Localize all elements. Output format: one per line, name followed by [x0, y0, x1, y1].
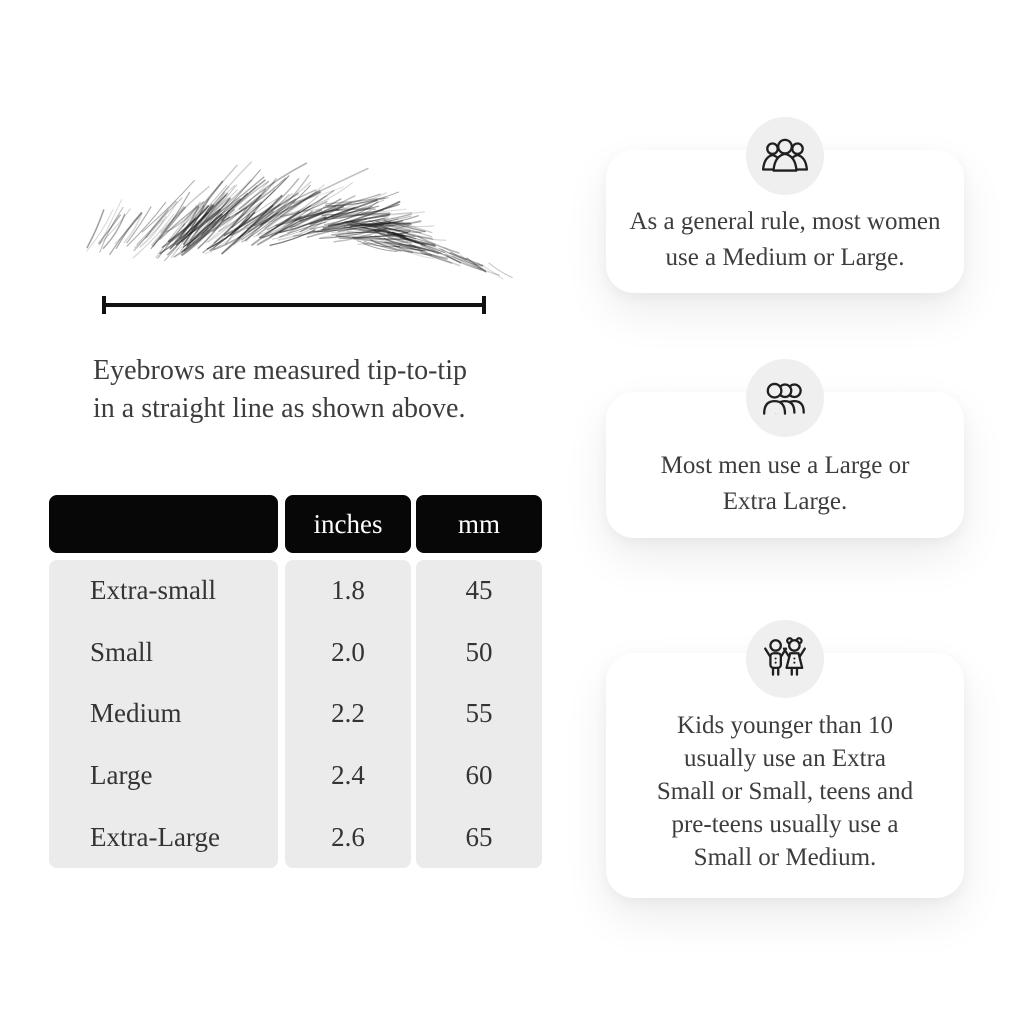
card-text-line: Small or Medium.	[693, 844, 877, 871]
measurement-line	[102, 296, 486, 314]
table-row	[49, 806, 542, 868]
card-text-line: pre-teens usually use a	[671, 811, 899, 838]
mm-value: 55	[465, 698, 493, 729]
women-group-icon	[760, 135, 810, 177]
inches-value: 2.6	[331, 821, 365, 852]
mm-value: 65	[465, 821, 493, 852]
card-text-line: usually use an Extra	[683, 745, 887, 772]
table-header-size-column	[49, 495, 278, 553]
card-text-line: Most men use a Large or	[660, 452, 910, 479]
size-label: Small	[90, 636, 154, 667]
size-table-rows	[49, 560, 542, 868]
table-row	[49, 560, 542, 622]
inches-value: 2.4	[331, 760, 365, 791]
icon-circle	[746, 117, 824, 195]
info-card-men	[606, 392, 964, 538]
info-card-women	[606, 150, 964, 293]
card-text-line: As a general rule, most women	[629, 208, 941, 235]
card-text-line: use a Medium or Large.	[665, 244, 905, 271]
figure-caption	[93, 352, 523, 428]
card-text-line: Kids younger than 10	[677, 712, 893, 739]
table-row	[49, 745, 542, 807]
table-row	[49, 622, 542, 684]
caption-line: in a straight line as shown above.	[93, 393, 466, 424]
size-label: Extra-small	[90, 575, 216, 606]
measurement-bar	[102, 303, 486, 307]
mm-value: 45	[465, 575, 493, 606]
size-label: Extra-Large	[90, 821, 220, 852]
card-text-line: Extra Large.	[722, 488, 848, 515]
inches-value: 1.8	[331, 575, 365, 606]
kids-group-icon	[760, 636, 810, 682]
icon-circle	[746, 359, 824, 437]
mm-value: 50	[465, 636, 493, 667]
card-text-line: Small or Small, teens and	[656, 778, 914, 805]
column-header-inches: inches	[313, 509, 383, 539]
measurement-right-tick	[482, 296, 486, 314]
size-label: Medium	[90, 698, 182, 729]
men-group-icon	[760, 377, 810, 419]
size-label: Large	[90, 760, 153, 791]
caption-line: Eyebrows are measured tip-to-tip	[93, 355, 467, 386]
icon-circle	[746, 620, 824, 698]
info-card-kids	[606, 653, 964, 898]
inches-value: 2.0	[331, 636, 365, 667]
inches-value: 2.2	[331, 698, 365, 729]
mm-value: 60	[465, 760, 493, 791]
table-row	[49, 683, 542, 745]
column-header-mm: mm	[457, 509, 500, 539]
